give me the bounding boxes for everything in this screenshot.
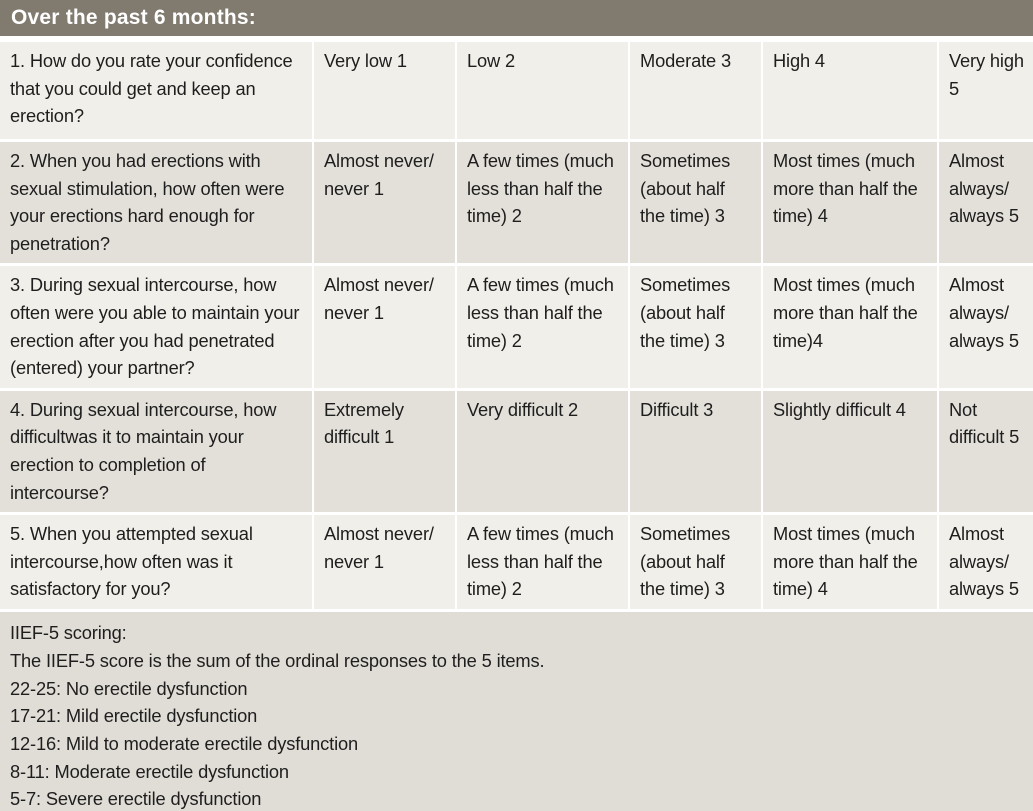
option-2-2: A few times (much less than half the time) 2	[457, 142, 628, 263]
question-table	[0, 39, 1033, 612]
scoring-range-1: 22-25: No erectile dysfunction	[10, 677, 248, 699]
option-4-1: Extremely difficult 1	[314, 391, 455, 512]
option-2-3: Sometimes (about half the time) 3	[630, 142, 761, 263]
option-5-3: Sometimes (about half the time) 3	[630, 515, 761, 609]
option-1-2: Low 2	[457, 42, 628, 139]
question-row-1	[0, 42, 1033, 139]
question-row-4	[0, 391, 1033, 512]
option-2-4: Most times (much more than half the time) 4	[763, 142, 937, 263]
option-1-4: High 4	[763, 42, 937, 139]
question-row-5	[0, 515, 1033, 609]
scoring-range-2: 17-21: Mild erectile dysfunction	[10, 705, 258, 727]
scoring-range-3: 12-16: Mild to moderate erectile dysfunction	[10, 732, 359, 754]
option-3-3: Sometimes (about half the time) 3	[630, 266, 761, 387]
question-text-1: 1. How do you rate your confidence that you could get and keep an erection?	[0, 42, 312, 139]
option-3-5: Almost always/ always 5	[939, 266, 1033, 387]
scoring-section	[0, 612, 1033, 811]
option-5-5: Almost always/ always 5	[939, 515, 1033, 609]
option-5-1: Almost never/ never 1	[314, 515, 455, 609]
option-1-3: Moderate 3	[630, 42, 761, 139]
scoring-description: The IIEF-5 score is the sum of the ordinal responses to the 5 items.	[10, 649, 545, 671]
option-4-4: Slightly difficult 4	[763, 391, 937, 512]
option-3-2: A few times (much less than half the time) 2	[457, 266, 628, 387]
question-row-3	[0, 266, 1033, 387]
option-3-1: Almost never/ never 1	[314, 266, 455, 387]
option-5-2: A few times (much less than half the time) 2	[457, 515, 628, 609]
option-4-2: Very difficult 2	[457, 391, 628, 512]
option-1-1: Very low 1	[314, 42, 455, 139]
option-2-5: Almost always/ always 5	[939, 142, 1033, 263]
option-4-3: Difficult 3	[630, 391, 761, 512]
scoring-range-5: 5-7: Severe erectile dysfunction	[10, 788, 262, 810]
table-header-title: Over the past 6 months:	[0, 0, 1033, 36]
option-5-4: Most times (much more than half the time) 4	[763, 515, 937, 609]
scoring-title: IIEF-5 scoring:	[10, 622, 127, 644]
question-text-2: 2. When you had erections with sexual stimulation, how often were your erections hard enough for penetration?	[0, 142, 312, 263]
question-text-4: 4. During sexual intercourse, how difficultwas it to maintain your erection to completion of intercourse?	[0, 391, 312, 512]
option-4-5: Not difficult 5	[939, 391, 1033, 512]
option-2-1: Almost never/ never 1	[314, 142, 455, 263]
question-text-5: 5. When you attempted sexual intercourse,how often was it satisfactory for you?	[0, 515, 312, 609]
scoring-range-4: 8-11: Moderate erectile dysfunction	[10, 760, 289, 782]
question-text-3: 3. During sexual intercourse, how often were you able to maintain your erection after you had penetrated (entered) your partner?	[0, 266, 312, 387]
option-1-5: Very high 5	[939, 42, 1033, 139]
option-3-4: Most times (much more than half the time)4	[763, 266, 937, 387]
question-row-2	[0, 142, 1033, 263]
